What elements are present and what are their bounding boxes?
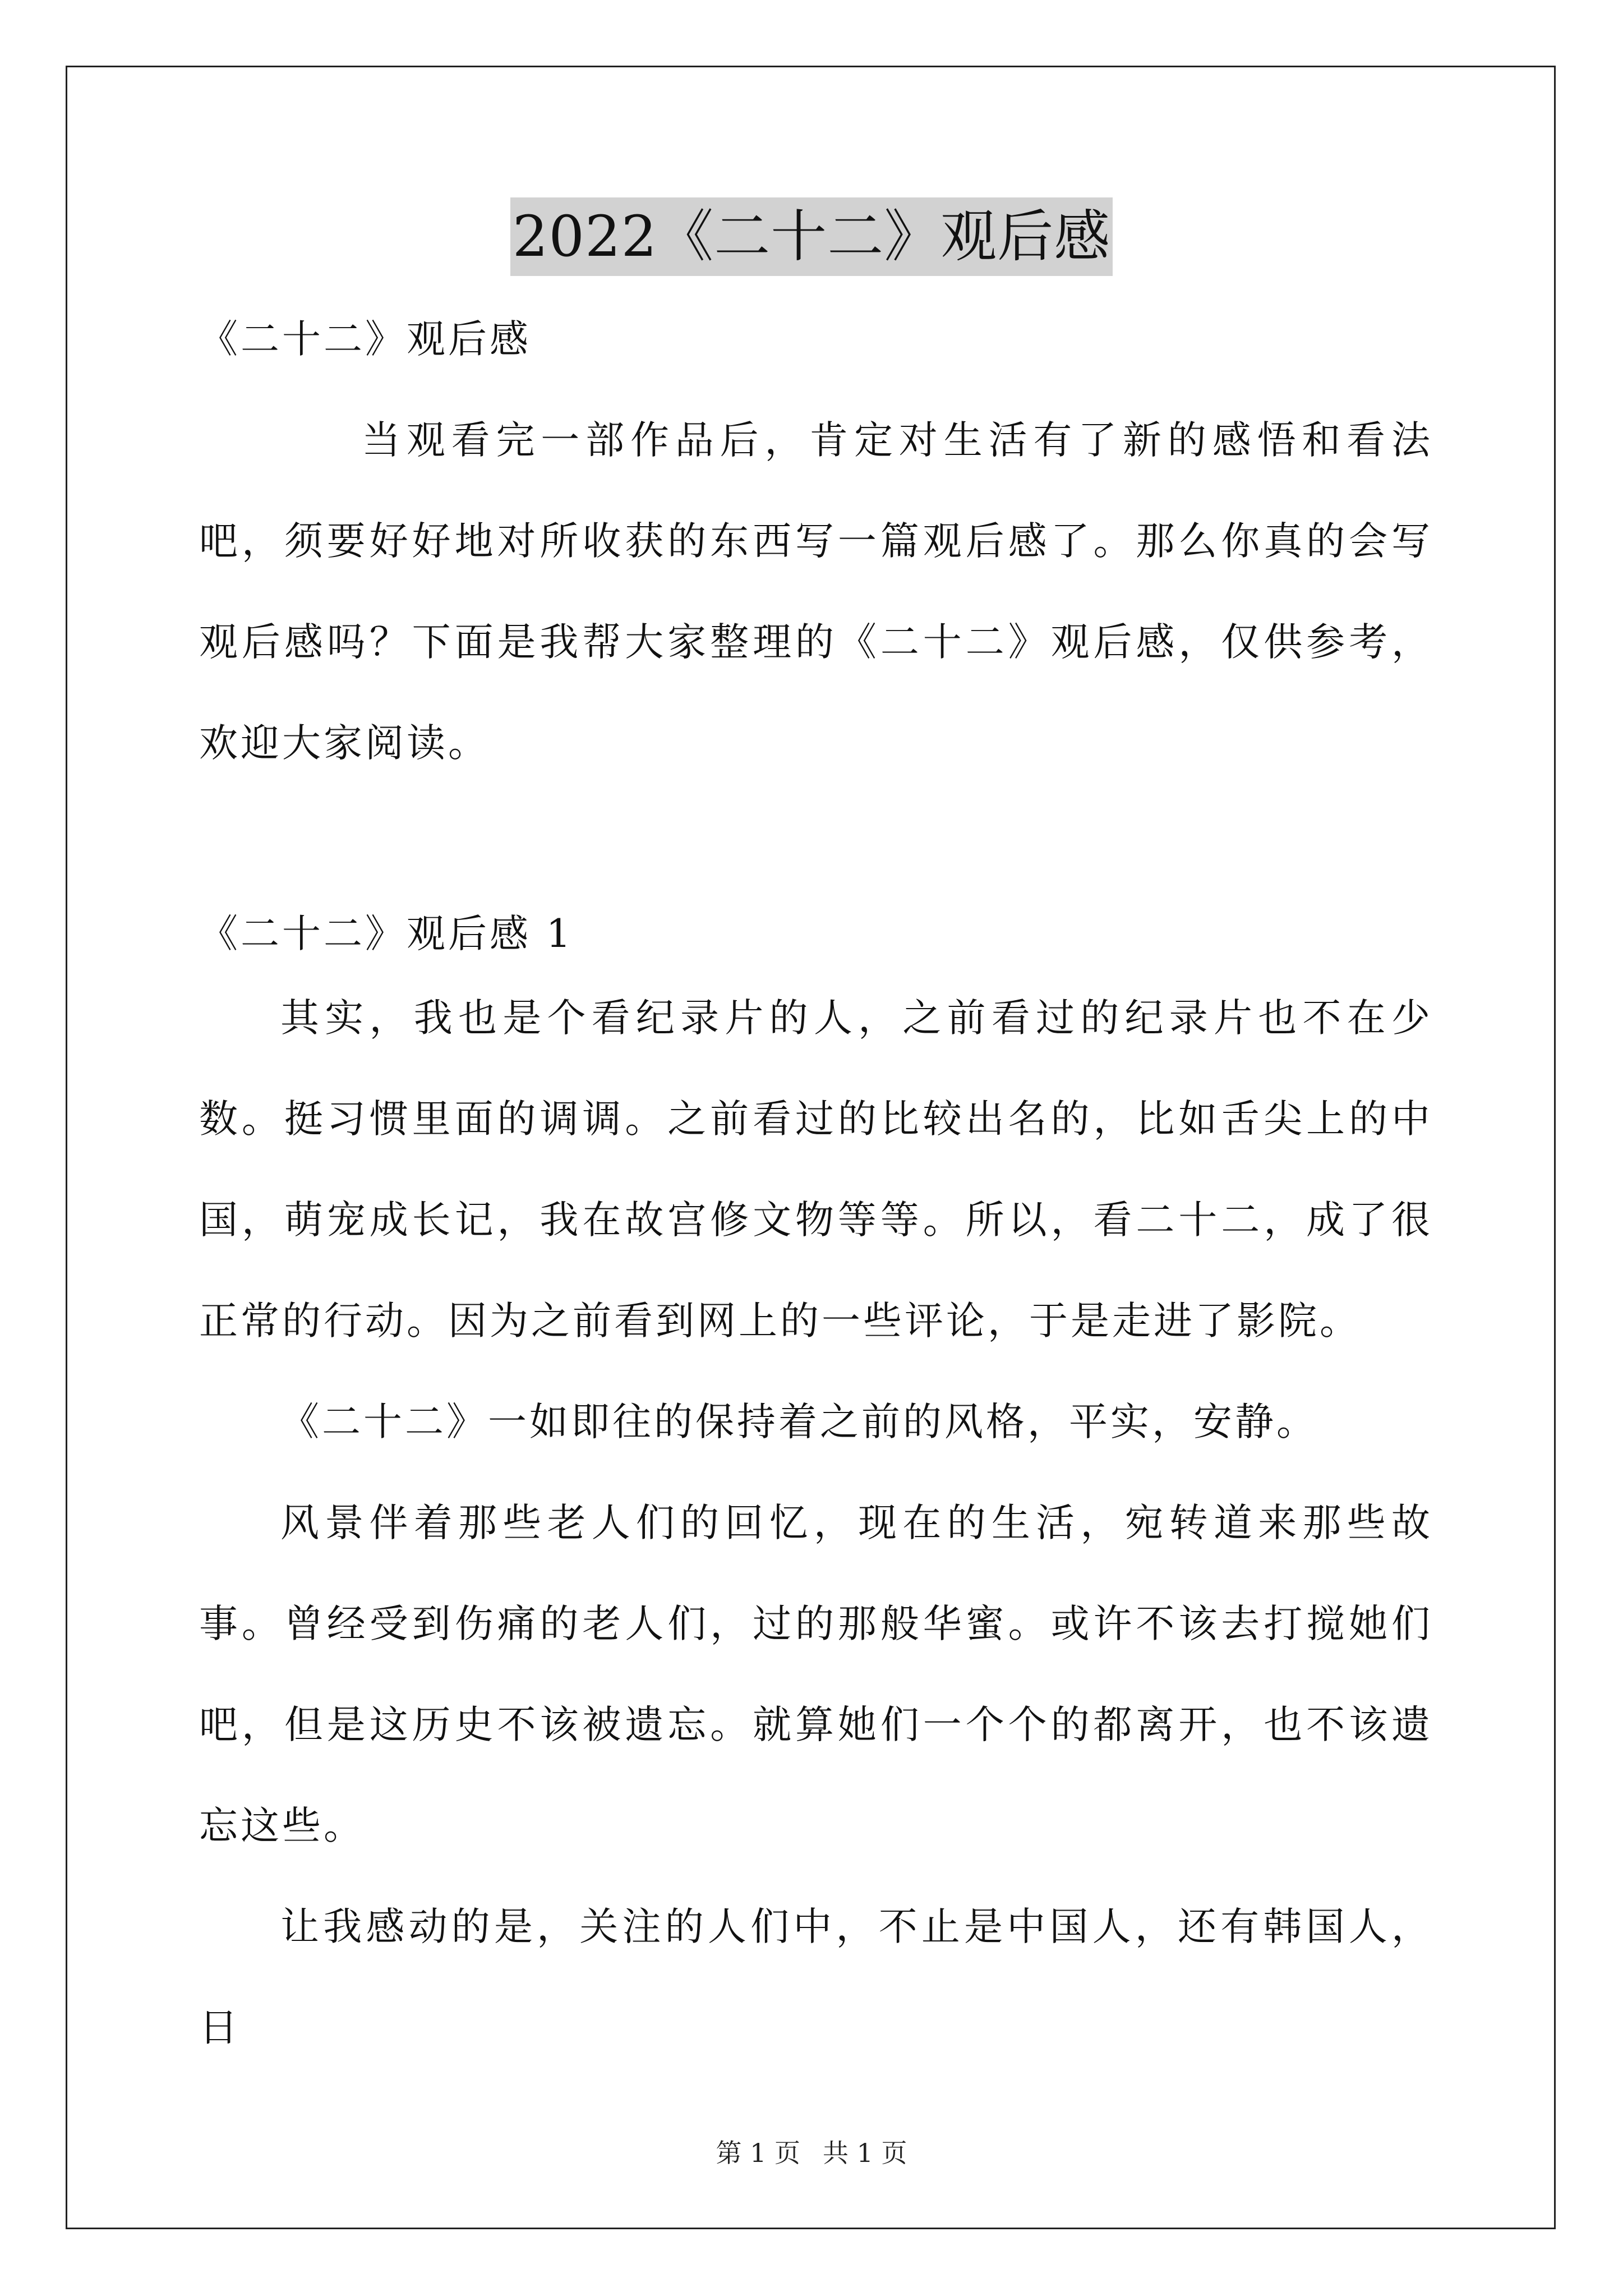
page-number-current: 第 1 页	[716, 2138, 800, 2168]
section-heading-intro: 《二十二》观后感	[199, 317, 531, 362]
section-heading-1: 《二十二》观后感 1	[199, 912, 574, 956]
document-title: 2022《二十二》观后感	[510, 197, 1113, 276]
document-body	[199, 306, 1433, 2078]
intro-paragraph: 当观看完一部作品后，肯定对生活有了新的感悟和看法吧，须要好好地对所收获的东西写一篇观后感了。那么你真的会写观后感吗？下面是我帮大家整理的《二十二》观后感，仅供参考，欢迎大家阅读。	[199, 418, 1433, 766]
page-footer	[0, 2136, 1623, 2170]
body-paragraph-3: 风景伴着那些老人们的回忆，现在的生活，宛转道来那些故事。曾经受到伤痛的老人们，过的那般华蜜。或许不该去打搅她们吧，但是这历史不该被遗忘。就算她们一个个的都离开，也不该遗忘这些。	[199, 1501, 1433, 1848]
page-number-total: 共 1 页	[823, 2138, 907, 2168]
body-paragraph-4: 让我感动的是，关注的人们中，不止是中国人，还有韩国人，日	[199, 1904, 1433, 2050]
body-paragraph-2: 《二十二》一如即往的保持着之前的风格，平实，安静。	[280, 1400, 1318, 1444]
title-container	[0, 197, 1623, 276]
body-paragraph-1: 其实，我也是个看纪录片的人，之前看过的纪录片也不在少数。挺习惯里面的调调。之前看过的比较出名的，比如舌尖上的中国，萌宠成长记，我在故宫修文物等等。所以，看二十二，成了很正常的行动。因为之前看到网上的一些评论，于是走进了影院。	[199, 996, 1433, 1343]
